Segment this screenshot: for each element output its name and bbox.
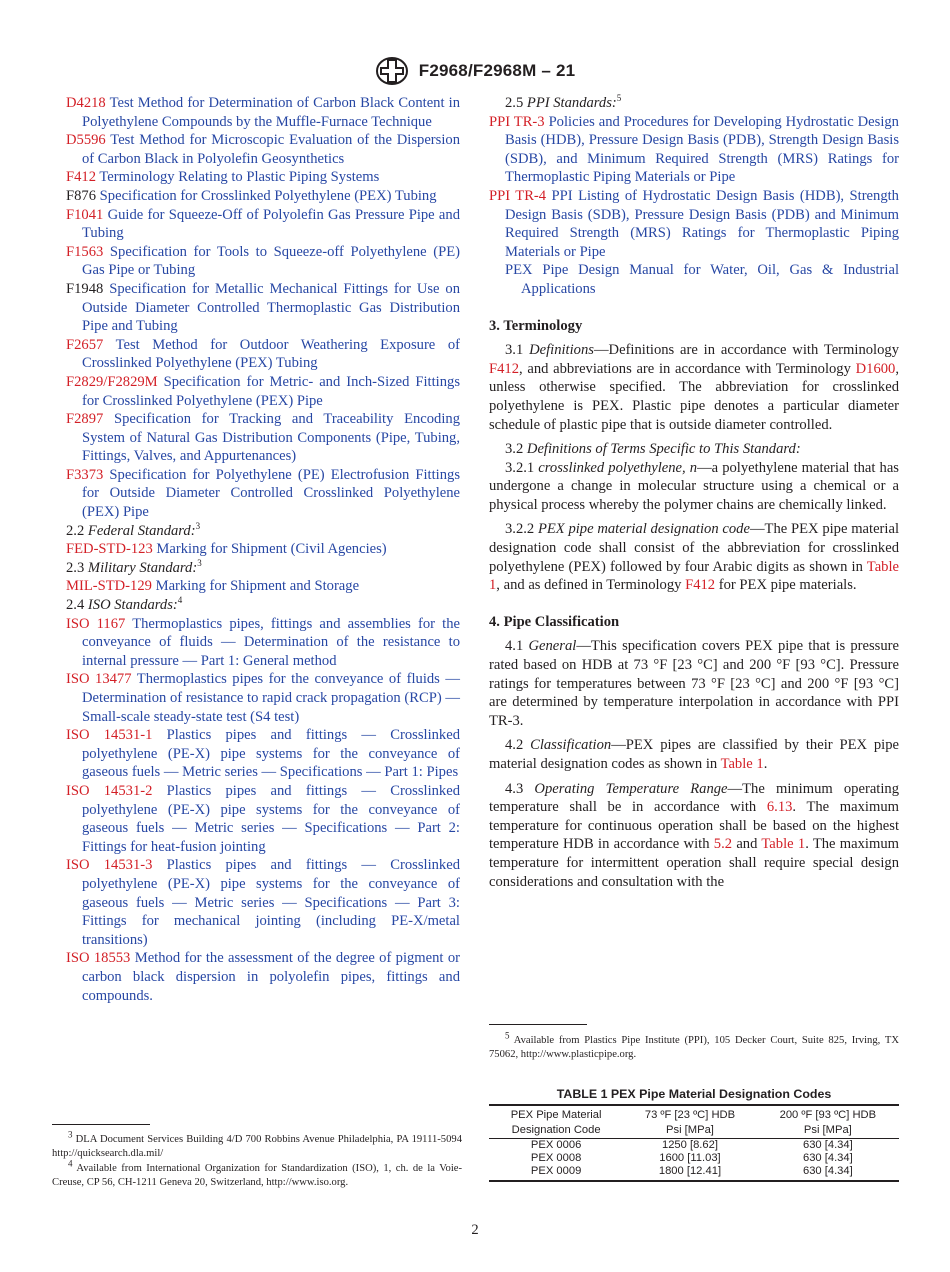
xref-link[interactable]: 6.13 [766, 799, 793, 816]
table-title: TABLE 1 PEX Pipe Material Designation Codes [556, 1087, 832, 1101]
section-heading: 3. Terminology [489, 317, 583, 334]
reference-title-link[interactable]: Specification for Polyethylene (PE) Electrofusion Fittings for Outside Diameter Controlled Crosslinked Polyethylene (PEX) Pipe [82, 466, 460, 521]
pex-designation-table [489, 1104, 899, 1182]
table-cell: PEX 0009 [489, 1165, 623, 1181]
footnote-divider [52, 1124, 150, 1125]
reference-code: F1948 [66, 280, 104, 297]
reference-title-link[interactable]: Marking for Shipment and Storage [155, 578, 360, 595]
astm-logo-icon [375, 56, 409, 86]
reference-title-link[interactable]: Specification for Tools to Squeeze-off Polyethylene (PE) Gas Pipe or Tubing [82, 243, 460, 279]
reference-title-link[interactable]: Specification for Metallic Mechanical Fittings for Use on Outside Diameter Controlled Thermoplastic Gas Distribution Pipe and Tubing [82, 280, 460, 335]
reference-code-link[interactable]: ISO 14531-3 [66, 857, 153, 874]
subsection-heading: 2.2 Federal Standard:$^3$ [66, 520, 201, 539]
xref-link[interactable]: Table 1 [720, 756, 764, 772]
table-row [489, 1139, 899, 1153]
reference-entry [66, 94, 460, 131]
reference-title-link[interactable]: Specification for Metric- and Inch-Sized Fittings for Crosslinked Polyethylene (PEX) Pipe [82, 373, 460, 409]
reference-entry [66, 856, 460, 949]
subsection-heading: 2.5 PPI Standards:$^5$ [505, 93, 622, 111]
column-header: Psi [MPa] [623, 1122, 756, 1139]
table-cell: 1250 [8.62] [661, 1139, 718, 1151]
column-header: 73 ºF [23 ºC] HDB [623, 1105, 756, 1122]
reference-entry [66, 336, 460, 373]
reference-code-link[interactable]: ISO 1167 [66, 615, 126, 632]
table-cell: 1800 [12.41] [623, 1165, 756, 1181]
xref-link[interactable]: 5.2 [713, 836, 733, 853]
section-heading: 4. Pipe Classification [489, 613, 620, 630]
reference-entry [66, 131, 460, 168]
reference-entry [66, 782, 460, 856]
footnote-divider [489, 1024, 587, 1025]
reference-title-link[interactable]: Specification for Crosslinked Polyethylene (PEX) Tubing [99, 187, 437, 204]
reference-entry [489, 187, 899, 261]
reference-code-link[interactable]: ISO 18553 [66, 950, 131, 967]
table-cell: 630 [4.34] [802, 1152, 853, 1164]
subsection-heading: 2.3 Military Standard:$^3$ [66, 557, 202, 576]
reference-code-link[interactable]: F3373 [66, 466, 104, 483]
footnote: $^5$ Available from Plastics Pipe Institute (PPI), 105 Decker Court, Suite 825, Irving, TX 75062, http://www.plasticpipe.org. [489, 1030, 899, 1061]
xref-link[interactable]: F412 [489, 360, 520, 377]
reference-entry [489, 113, 899, 187]
paragraph: 4.1 General—This specification covers PEX pipe that is pressure rated based on HDB at 73 °F [23 °C] and 200 °F [93 °C]. Pressure ratings for temperatures between 73 °F [23 °C] and 200 °F [93 °C] are determined by temperature interpolation in accordance with PPI TR-3. [489, 638, 899, 729]
reference-code-link[interactable]: PPI TR-3 [489, 113, 545, 130]
reference-code-link[interactable]: F1563 [66, 243, 104, 260]
reference-entry [66, 280, 460, 336]
reference-entry [66, 187, 460, 206]
reference-entry [66, 466, 460, 522]
column-header: PEX Pipe Material [489, 1105, 623, 1122]
reference-code-link[interactable]: ISO 14531-2 [66, 782, 153, 799]
footnote: $^3$ DLA Document Services Building 4/D 700 Robbins Avenue Philadelphia, PA 19111-5094 http://quicksearch.dla.mil/ [52, 1129, 462, 1160]
reference-code-link[interactable]: D4218 [66, 95, 106, 111]
table-cell: PEX 0008 [530, 1152, 582, 1164]
reference-code-link[interactable]: F2897 [66, 411, 104, 428]
paragraph: 3.1 Definitions—Definitions are in accordance with Terminology F412, and abbreviations are in accordance with Terminology D1600, unless otherwise specified. The abbreviation for crosslinked polyethylene is PEX. Plastic pipe denotes a particular diameter schedule of plastic pipe that is outside diameter controlled. [489, 342, 899, 433]
paragraph: 3.2.1 crosslinked polyethylene, n—a polyethylene material that has undergone a change in molecular structure using a chemical or a physical process whereby the polymer chains are chemically linked. [489, 459, 899, 513]
paragraph: 3.2 Definitions of Terms Specific to This Standard: [505, 441, 801, 458]
reference-title-link[interactable]: Test Method for Microscopic Evaluation of the Dispersion of Carbon Black in Polyolefin Geosynthetics [82, 132, 460, 167]
reference-title-link[interactable]: PEX Pipe Design Manual for Water, Oil, Gas & Industrial Applications [505, 262, 899, 297]
footnote: $^4$ Available from International Organization for Standardization (ISO), 1, ch. de la Voie-Creuse, CP 56, CH-1211 Geneva 20, Switzerland, http://www.iso.org. [52, 1158, 462, 1189]
reference-code-link[interactable]: ISO 14531-1 [66, 727, 153, 744]
paragraph: 3.2.2 PEX pipe material designation code—The PEX pipe material designation code shall consist of the abbreviation for crosslinked polyethylene (PEX) followed by four Arabic digits as shown in Table 1, and as defined in Terminology F412 for PEX pipe materials. [489, 521, 900, 594]
table-cell: PEX 0006 [530, 1139, 582, 1151]
reference-code-link[interactable]: D5596 [66, 132, 106, 149]
xref-link[interactable]: Table 1 [489, 558, 899, 594]
left-column [66, 94, 460, 1005]
reference-title-link[interactable]: Test Method for Determination of Carbon Black Content in Polyethylene Compounds by the Muffle-Furnace Technique [82, 95, 460, 130]
reference-code-link[interactable]: F2657 [66, 336, 104, 353]
footnote-marker: 3 [195, 520, 201, 531]
xref-link[interactable]: D1600 [855, 360, 896, 377]
reference-code-link[interactable]: F1041 [66, 206, 104, 223]
reference-code-link[interactable]: FED-STD-123 [66, 541, 153, 558]
table-cell: 630 [4.34] [802, 1139, 853, 1151]
reference-title-link[interactable]: Plastics pipes and fittings — Crosslinked polyethylene (PE-X) pipe systems for the conveyance of gaseous fuels — Metric series — Specifications — Part 2: Fittings for heat-fusion jointing [82, 782, 460, 855]
reference-title-link[interactable]: Plastics pipes and fittings — Crosslinked polyethylene (PE-X) pipe systems for the conveyance of gaseous fuels — Metric series — Specifications — Part 3: Fittings for mechanical jointing (including PE-X/metal transitions) [82, 857, 460, 948]
reference-title-link[interactable]: Terminology Relating to Plastic Piping Systems [99, 169, 380, 186]
document-id: F2968/F2968M – 21 [418, 61, 576, 80]
reference-entry [66, 540, 460, 559]
footnote-marker: 5 [616, 93, 622, 104]
reference-entry [66, 726, 460, 782]
column-header: Designation Code [489, 1122, 623, 1139]
reference-code-link[interactable]: MIL-STD-129 [66, 578, 152, 595]
reference-title-link[interactable]: Specification for Tracking and Traceability Encoding System of Natural Gas Distribution Components (Pipe, Tubing, Fittings, Valves, and Appurtenances) [82, 411, 461, 465]
reference-entry [66, 168, 460, 187]
reference-entry [66, 615, 460, 671]
column-header: Psi [MPa] [757, 1122, 899, 1139]
paragraph: 4.2 Classification—PEX pipes are classified by their PEX pipe material designation codes as shown in Table 1. [489, 737, 899, 772]
reference-title-link[interactable]: Marking for Shipment (Civil Agencies) [156, 541, 387, 558]
reference-code-link[interactable]: F2829/F2829M [66, 373, 158, 390]
right-column [489, 94, 899, 891]
table-row [489, 1152, 899, 1165]
reference-entry [66, 670, 460, 726]
page-number: 2 [471, 1222, 479, 1238]
reference-entry [66, 373, 460, 410]
footnote-marker: 4 [177, 595, 183, 606]
reference-entry [66, 410, 460, 466]
reference-code-link[interactable]: ISO 13477 [66, 671, 132, 688]
reference-entry [66, 949, 460, 1005]
subsection-heading: 2.4 ISO Standards:$^4$ [66, 595, 183, 614]
reference-code-link[interactable]: PPI TR-4 [489, 187, 547, 204]
reference-code-link[interactable]: F412 [66, 169, 97, 186]
reference-entry [66, 206, 460, 243]
table-cell: 1600 [11.03] [659, 1152, 721, 1164]
page-header [0, 56, 950, 84]
reference-title-link[interactable]: Policies and Procedures for Developing Hydrostatic Design Basis (HDB), Pressure Design Basis (PDB), Strength Design Basis (SDB), and Minimum Required Strength (MRS) Ratings for Thermoplastic Piping Materials or Pipe [505, 113, 899, 186]
table-cell: 630 [4.34] [757, 1165, 899, 1181]
column-header: 200 ºF [93 ºC] HDB [757, 1105, 899, 1122]
table-row [489, 1165, 899, 1181]
reference-title-link[interactable]: Guide for Squeeze-Off of Polyolefin Gas Pressure Pipe and Tubing [82, 206, 461, 242]
xref-link[interactable]: F412 [685, 577, 716, 594]
reference-title-link[interactable]: PPI Listing of Hydrostatic Design Basis (HDB), Strength Design Basis (SDB), Pressure Design Basis (PDB) and Minimum Required Strength (MRS) Ratings for Thermoplastic Piping Materials or Pipe [505, 187, 899, 260]
reference-entry [489, 261, 899, 298]
reference-title-link[interactable]: Test Method for Outdoor Weathering Exposure of Crosslinked Polyethylene (PEX) Tubing [82, 336, 460, 372]
paragraph: 4.3 Operating Temperature Range—The minimum operating temperature shall be in accordance with 6.13. The maximum temperature for continuous operation shall be based on the highest temperature HDB in accordance with 5.2 and Table 1. The maximum temperature for intermittent operation shall require special design considerations and consultation with the [489, 780, 899, 890]
reference-entry [66, 243, 460, 280]
reference-title-link[interactable]: Method for the assessment of the degree of pigment or carbon black dispersion in polyolefin pipes, fittings and compounds. [82, 950, 460, 1004]
reference-title-link[interactable]: Thermoplastics pipes for the conveyance of fluids — Determination of resistance to rapid crack propagation (RCP) — Small-scale steady-state test (S4 test) [82, 671, 460, 725]
xref-link[interactable]: Table 1 [761, 836, 806, 853]
reference-entry [66, 577, 460, 596]
footnote-marker: 3 [197, 557, 202, 568]
reference-title-link[interactable]: Plastics pipes and fittings — Crosslinked polyethylene (PE-X) pipe systems for the conveyance of gaseous fuels — Metric series — Specifications — Part 1: Pipes [82, 727, 460, 781]
reference-title-link[interactable]: Thermoplastics pipes, fittings and assemblies for the conveyance of fluids — Determination of the resistance to internal pressure — Part 1: General method [82, 615, 461, 669]
reference-code: F876 [66, 187, 97, 204]
